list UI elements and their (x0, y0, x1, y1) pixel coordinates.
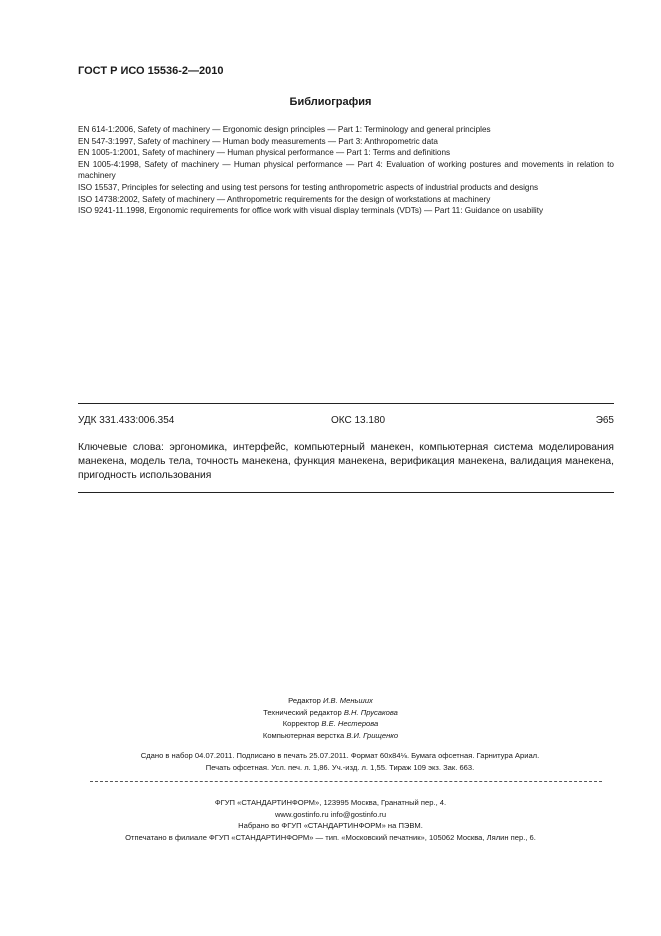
document-header: ГОСТ Р ИСО 15536-2—2010 (78, 65, 224, 77)
publisher-line-4: Отпечатано в филиале ФГУП «СТАНДАРТИНФОРМ» — тип. «Московский печатник», 105062 Москва, Лялин пер., 6. (125, 832, 536, 842)
credit-corrector: Корректор В.Е. Нестерова (282, 719, 379, 728)
publication-line-1: Сдано в набор 04.07.2011. Подписано в печать 25.07.2011. Формат 60х84⅛. Бумага офсетная. Гарнитура Ариал. (140, 751, 540, 760)
reference-item: ISO 9241-11.1998, Ergonomic requirements for office work with visual display terminals (VDTs) — Part 11: Guidance on usability (78, 206, 544, 216)
reference-item: ISO 15537, Principles for selecting and using test persons for testing anthropometric aspects of industrial products and designs (78, 182, 539, 192)
group-code: Э65 (595, 415, 614, 426)
publisher-line-1: ФГУП «СТАНДАРТИНФОРМ», 123995 Москва, Гранатный пер., 4. (214, 798, 447, 807)
reference-item: EN 1005-4:1998, Safety of machinery — Human physical performance — Part 4: Evaluation of working postures and movements in relation to machinery (78, 159, 614, 181)
publisher-line-3: Набрано во ФГУП «СТАНДАРТИНФОРМ» на ПЭВМ. (238, 821, 423, 830)
dashed-divider (90, 781, 602, 782)
reference-item: ISO 14738:2002, Safety of machinery — Anthropometric requirements for the design of workstations at machinery (78, 194, 491, 204)
oks-code: ОКС 13.180 (331, 415, 386, 426)
publisher-info (0, 797, 661, 843)
bibliography-list (78, 124, 614, 217)
publisher-line-2: www.gostinfo.ru info@gostinfo.ru (274, 809, 387, 819)
bibliography-title: Библиография (289, 96, 372, 108)
publication-info (90, 750, 590, 774)
bottom-divider (78, 492, 614, 493)
top-divider (78, 403, 614, 404)
keywords-text: Ключевые слова: эргономика, интерфейс, компьютерный манекен, компьютерная система моделирования манекена, модель тела, точность манекена, функция манекена, верификация манекена, валидация манекена, пригодность использования (78, 442, 614, 481)
credit-editor: Редактор И.В. Меньших (288, 696, 373, 705)
reference-item: EN 547-3:1997, Safety of machinery — Human body measurements — Part 3: Anthropometric data (78, 136, 438, 146)
reference-item: EN 614-1:2006, Safety of machinery — Ergonomic design principles — Part 1: Terminology and general principles (78, 125, 491, 134)
credit-layout: Компьютерная верстка В.И. Грищенко (262, 730, 399, 740)
credit-tech-editor: Технический редактор В.Н. Прусакова (263, 707, 398, 717)
credits-block (0, 695, 661, 741)
publication-line-2: Печать офсетная. Усл. печ. л. 1,86. Уч.-изд. л. 1,55. Тираж 109 экз. Зак. 663. (205, 763, 475, 772)
reference-item: EN 1005-1:2001, Safety of machinery — Human physical performance — Part 1: Terms and definitions (78, 148, 451, 158)
udk-code: УДК 331.433:006.354 (78, 415, 175, 426)
